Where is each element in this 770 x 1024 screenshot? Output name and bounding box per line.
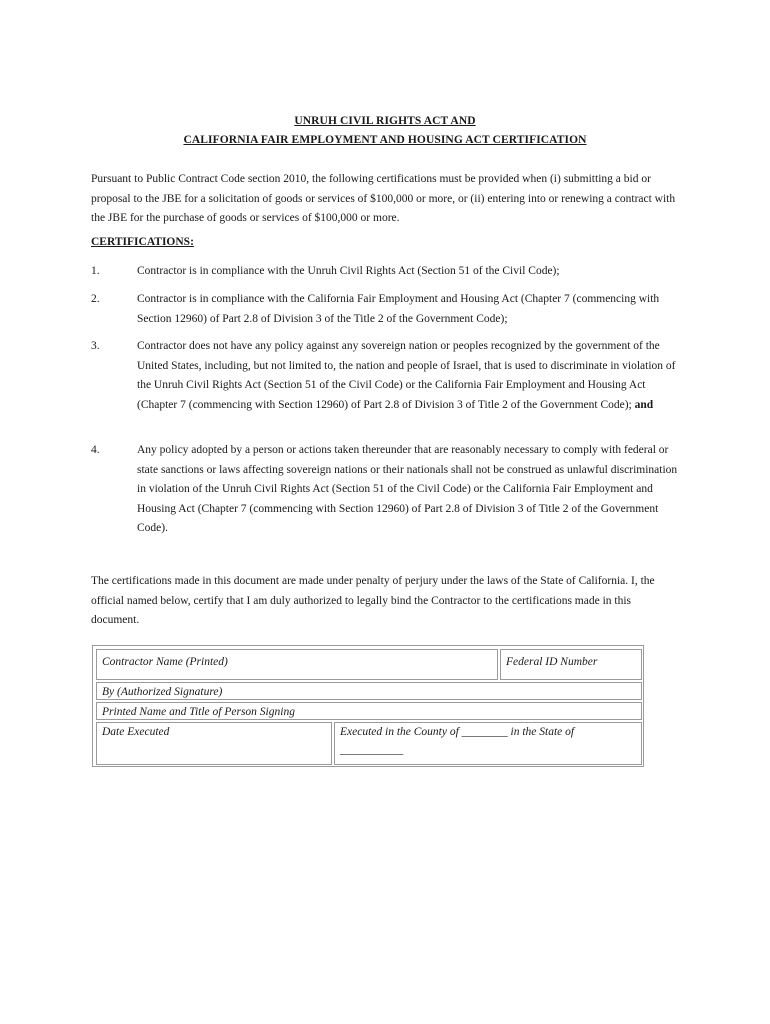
executed-county-state-field[interactable]	[334, 722, 642, 765]
intro-paragraph: Pursuant to Public Contract Code section 2010, the following certifications must be provided when (i) submitting a bid or proposal to the JBE for a solicitation of goods or services of $100,000 or more, or (ii) entering into or renewing a contract with the JBE for the purchase of goods or services of $100,000 or more.	[91, 173, 676, 224]
item-text: Any policy adopted by a person or actions taken thereunder that are reasonably necessary to comply with federal or state sanctions or laws affecting sovereign nations or their nationals shall not be construed as unlawful discrimination in violation of the Unruh Civil Rights Act (Section 51 of the Civil Code) or the California Fair Employment and Housing Act (Chapter 7 (commencing with Section 12960) of Part 2.8 of Division 3 of Title 2 of the Government Code).	[137, 444, 678, 534]
authorized-signature-field[interactable]	[96, 682, 642, 700]
title-line-2: CALIFORNIA FAIR EMPLOYMENT AND HOUSING ACT CERTIFICATION	[183, 134, 587, 146]
item-text: Contractor is in compliance with the California Fair Employment and Housing Act (Chapter 7 (commencing with Section 12960) of Part 2.8 of Division 3 of the Title 2 of the Government Code);	[137, 293, 660, 325]
printed-name-title-field[interactable]	[96, 702, 642, 720]
certifications-heading: CERTIFICATIONS:	[91, 236, 194, 248]
item-text-wrapper	[137, 337, 681, 415]
title-line-1: UNRUH CIVIL RIGHTS ACT AND	[294, 115, 476, 127]
contractor-name-label: Contractor Name (Printed)	[102, 656, 228, 668]
item-text: Contractor does not have any policy against any sovereign nation or peoples recognized by the government of the United States, including, but not limited to, the nation and people of Israel, that is used to discriminate in violation of the Unruh Civil Rights Act (Section 51 of the Civil Code) or the California Fair Employment and Housing Act (Chapter 7 (commencing with Section 12960) of Part 2.8 of Division 3 of Title 2 of the Government Code);	[137, 340, 676, 411]
item-number: 3.	[91, 340, 100, 352]
closing-paragraph: The certifications made in this document are made under penalty of perjury under the laws of the State of California. I, the official named below, certify that I am duly authorized to legally bind the Contractor to the certifications made in this document.	[91, 575, 655, 626]
item-number: 1.	[91, 265, 100, 277]
date-executed-label: Date Executed	[102, 726, 170, 738]
item-number: 2.	[91, 293, 100, 305]
federal-id-label: Federal ID Number	[506, 656, 598, 668]
executed-county-state-label: Executed in the County of ________ in the State of ___________	[340, 726, 575, 756]
item-suffix-and: and	[634, 398, 654, 411]
signature-form-table	[92, 645, 644, 767]
item-text: Contractor is in compliance with the Unruh Civil Rights Act (Section 51 of the Civil Code);	[137, 265, 560, 277]
item-number: 4.	[91, 444, 100, 456]
date-executed-field[interactable]	[96, 722, 332, 765]
authorized-signature-label: By (Authorized Signature)	[102, 686, 223, 698]
printed-name-title-label: Printed Name and Title of Person Signing	[102, 706, 295, 718]
contractor-name-field[interactable]	[96, 649, 498, 680]
federal-id-field[interactable]	[500, 649, 642, 680]
